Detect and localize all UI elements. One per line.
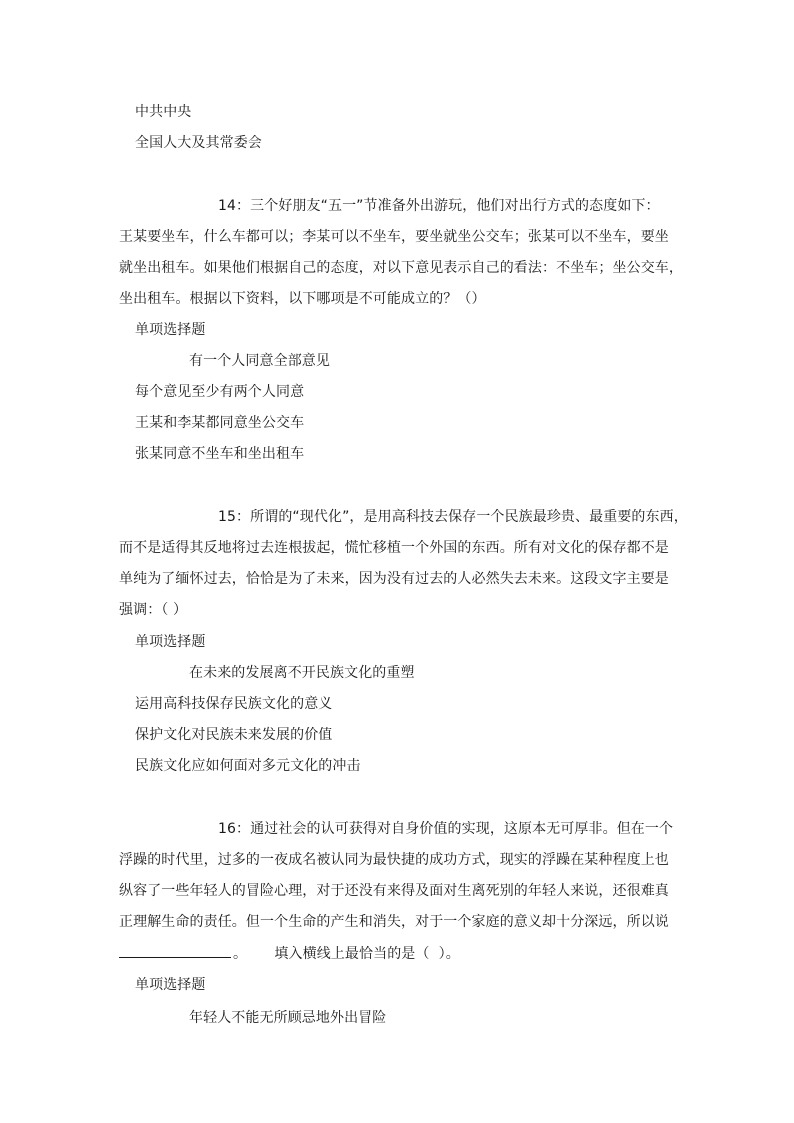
question-type-label: 单项选择题 xyxy=(135,634,206,650)
question-stem-line: 16：通过社会的认可获得对自身价值的实现，这原本无可厚非。但在一个 xyxy=(218,821,674,837)
question-type-label: 单项选择题 xyxy=(135,322,206,338)
option-text: 年轻人不能无所顾忌地外出冒险 xyxy=(189,1010,387,1026)
option-text: 保护文化对民族未来发展的价值 xyxy=(135,727,333,743)
question-blank-line xyxy=(119,943,460,964)
blank-instruction: 。 填入横线上最恰当的是（ ）。 xyxy=(233,946,460,962)
question-stem-line: 就坐出租车。如果他们根据自己的态度，对以下意见表示自己的看法：不坐车；坐公交车， xyxy=(119,260,683,276)
option-text: 每个意见至少有两个人同意 xyxy=(135,384,305,400)
question-type-label: 单项选择题 xyxy=(135,977,206,993)
question-stem-line: 15：所谓的“现代化”，是用高科技去保存一个民族最珍贵、最重要的东西， xyxy=(218,509,688,525)
question-stem-line: 浮躁的时代里，过多的一夜成名被认同为最快捷的成功方式，现实的浮躁在某种程度上也 xyxy=(119,852,669,868)
option-text: 中共中央 xyxy=(135,104,192,120)
fill-blank xyxy=(119,943,231,958)
question-stem-line: 正理解生命的责任。但一个生命的产生和消失，对于一个家庭的意义却十分深远，所以说 xyxy=(119,914,669,930)
option-text: 全国人大及其常委会 xyxy=(135,135,262,151)
question-stem-line: 而不是适得其反地将过去连根拔起，慌忙移植一个外国的东西。所有对文化的保存都不是 xyxy=(119,540,669,556)
option-text: 运用高科技保存民族文化的意义 xyxy=(135,696,333,712)
option-text: 在未来的发展离不开民族文化的重塑 xyxy=(189,665,415,681)
option-text: 有一个人同意全部意见 xyxy=(189,353,330,369)
question-stem-line: 坐出租车。根据以下资料，以下哪项是不可能成立的？（） xyxy=(119,291,486,307)
question-stem-line: 王某要坐车，什么车都可以；李某可以不坐车，要坐就坐公交车；张某可以不坐车，要坐 xyxy=(119,229,669,245)
option-text: 张某同意不坐车和坐出租车 xyxy=(135,446,305,462)
option-text: 王某和李某都同意坐公交车 xyxy=(135,415,305,431)
question-stem-line: 纵容了一些年轻人的冒险心理，对于还没有来得及面对生离死别的年轻人来说，还很难真 xyxy=(119,883,669,899)
question-stem-line: 单纯为了缅怀过去，恰恰是为了未来，因为没有过去的人必然失去未来。这段文字主要是 xyxy=(119,571,669,587)
option-text: 民族文化应如何面对多元文化的冲击 xyxy=(135,758,361,774)
question-stem-line: 14：三个好朋友“五一”节准备外出游玩，他们对出行方式的态度如下： xyxy=(218,198,660,214)
question-stem-line: 强调：（ ） xyxy=(119,602,188,618)
